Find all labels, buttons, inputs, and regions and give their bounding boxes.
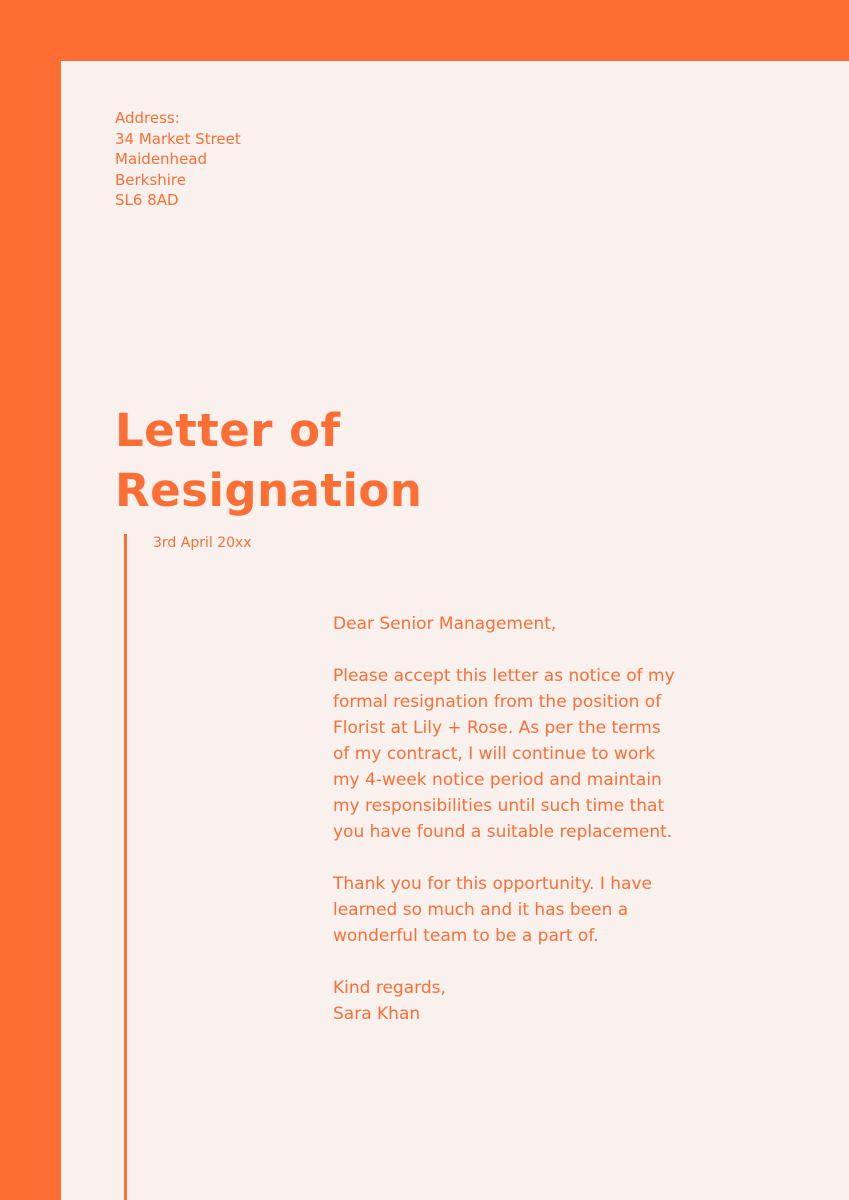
letter-paragraph-2 (333, 871, 733, 949)
address-label: Address: (115, 109, 180, 127)
title-line-2: Resignation (115, 464, 423, 517)
decorative-vertical-line (124, 534, 127, 1200)
letter-paragraph-1 (333, 663, 733, 845)
paragraph-1-line: of my contract, I will continue to work (333, 744, 656, 764)
paragraph-1-line: Please accept this letter as notice of my (333, 666, 675, 686)
letter-greeting: Dear Senior Management, (333, 614, 557, 634)
address-postcode: SL6 8AD (115, 191, 179, 209)
paragraph-1-line: you have found a suitable replacement. (333, 822, 673, 842)
letter-body (333, 611, 733, 1053)
letter-signature: Sara Khan (333, 1004, 421, 1024)
letter-closing: Kind regards, (333, 978, 446, 998)
paragraph-1-line: Florist at Lily + Rose. As per the terms (333, 718, 661, 738)
address-county: Berkshire (115, 170, 186, 189)
paragraph-1-line: my 4-week notice period and maintain (333, 770, 662, 790)
paragraph-2-line: learned so much and it has been a (333, 900, 629, 920)
paragraph-1-line: my responsibilities until such time that (333, 796, 665, 816)
letter-signoff (333, 975, 733, 1027)
letter-date: 3rd April 20xx (153, 535, 252, 551)
address-street: 34 Market Street (115, 129, 241, 148)
title-line-1: Letter of (115, 404, 341, 457)
letter-title (115, 401, 422, 521)
sender-address (115, 108, 241, 211)
address-town: Maidenhead (115, 150, 208, 168)
letter-page (61, 61, 849, 1200)
paragraph-1-line: formal resignation from the position of (333, 692, 662, 712)
paragraph-2-line: wonderful team to be a part of. (333, 926, 599, 946)
paragraph-2-line: Thank you for this opportunity. I have (333, 874, 652, 894)
